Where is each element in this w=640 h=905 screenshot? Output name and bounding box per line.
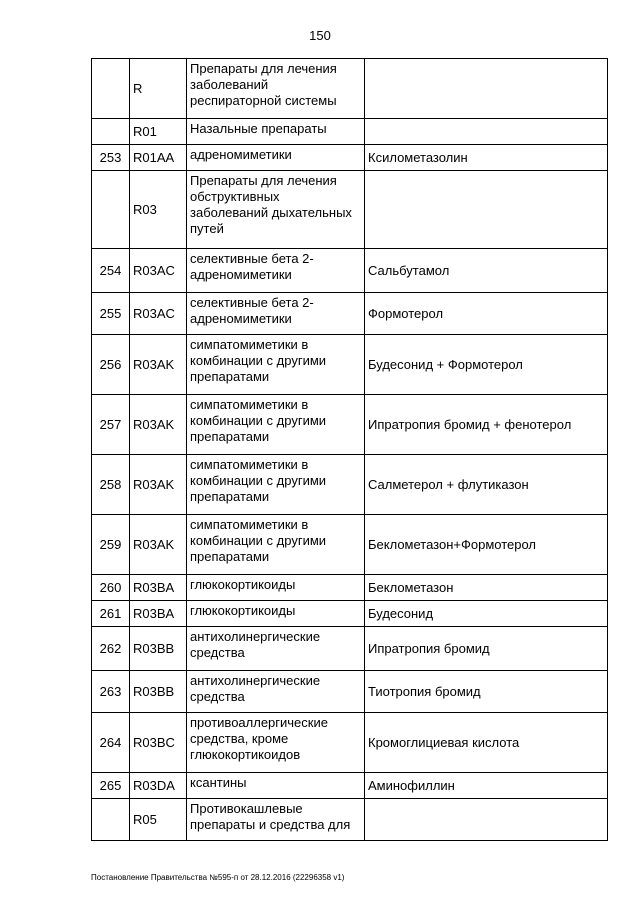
drug-group-cell: селективные бета 2-адреномиметики: [187, 293, 365, 335]
atc-code-cell: R03AK: [130, 455, 187, 515]
row-number-cell: [92, 799, 130, 841]
table-row: [92, 293, 608, 335]
drug-group-cell: симпатомиметики в комбинации с другими препаратами: [187, 395, 365, 455]
row-number-cell: 263: [92, 671, 130, 713]
drug-name-cell: Салметерол + флутиказон: [365, 455, 608, 515]
atc-code-cell: R03AK: [130, 515, 187, 575]
row-number-cell: 260: [92, 575, 130, 601]
table-row: [92, 335, 608, 395]
table-row: [92, 119, 608, 145]
table-row: [92, 59, 608, 119]
drug-group-cell: ксантины: [187, 773, 365, 799]
drug-name-cell: Ксилометазолин: [365, 145, 608, 171]
table-row: [92, 713, 608, 773]
drug-name-cell: Тиотропия бромид: [365, 671, 608, 713]
row-number-cell: [92, 119, 130, 145]
drug-name-cell: Беклометазон+Формотерол: [365, 515, 608, 575]
row-number-cell: 253: [92, 145, 130, 171]
drug-name-cell: Будесонид: [365, 601, 608, 627]
table-row: [92, 575, 608, 601]
drug-name-cell: Ипратропия бромид: [365, 627, 608, 671]
drug-group-cell: Противокашлевые препараты и средства для: [187, 799, 365, 841]
drug-name-cell: [365, 119, 608, 145]
atc-code-cell: R03AK: [130, 395, 187, 455]
drug-name-cell: Кромоглициевая кислота: [365, 713, 608, 773]
atc-code-cell: R03BA: [130, 601, 187, 627]
atc-code-cell: R01AA: [130, 145, 187, 171]
drug-group-cell: симпатомиметики в комбинации с другими препаратами: [187, 335, 365, 395]
row-number-cell: 257: [92, 395, 130, 455]
row-number-cell: 256: [92, 335, 130, 395]
table-row: [92, 671, 608, 713]
page-number: 150: [309, 28, 331, 43]
row-number-cell: 259: [92, 515, 130, 575]
row-number-cell: 265: [92, 773, 130, 799]
row-number-cell: 255: [92, 293, 130, 335]
drug-group-cell: Назальные препараты: [187, 119, 365, 145]
drug-name-cell: Будесонид + Формотерол: [365, 335, 608, 395]
drug-group-cell: адреномиметики: [187, 145, 365, 171]
atc-code-cell: R03AK: [130, 335, 187, 395]
table-row: [92, 145, 608, 171]
drug-group-cell: симпатомиметики в комбинации с другими препаратами: [187, 455, 365, 515]
table-row: [92, 249, 608, 293]
row-number-cell: 262: [92, 627, 130, 671]
drug-group-cell: глюкокортикоиды: [187, 601, 365, 627]
drug-name-cell: Сальбутамол: [365, 249, 608, 293]
table-row: [92, 455, 608, 515]
drug-group-cell: Препараты для лечения заболеваний респираторной системы: [187, 59, 365, 119]
atc-code-cell: R03AC: [130, 249, 187, 293]
drug-group-cell: глюкокортикоиды: [187, 575, 365, 601]
table-row: [92, 515, 608, 575]
table-row: [92, 627, 608, 671]
row-number-cell: [92, 171, 130, 249]
row-number-cell: 264: [92, 713, 130, 773]
table-row: [92, 799, 608, 841]
atc-code-cell: R: [130, 59, 187, 119]
drug-name-cell: Формотерол: [365, 293, 608, 335]
table-row: [92, 773, 608, 799]
drug-name-cell: [365, 799, 608, 841]
drug-name-cell: [365, 171, 608, 249]
document-footer: Постановление Правительства №595-п от 28.12.2016 (22296358 v1): [91, 873, 345, 882]
drug-name-cell: [365, 59, 608, 119]
table-row: [92, 601, 608, 627]
drug-name-cell: Ипратропия бромид + фенотерол: [365, 395, 608, 455]
atc-code-cell: R03DA: [130, 773, 187, 799]
table-row: [92, 395, 608, 455]
atc-code-cell: R05: [130, 799, 187, 841]
drug-group-cell: симпатомиметики в комбинации с другими препаратами: [187, 515, 365, 575]
drug-group-cell: селективные бета 2-адреномиметики: [187, 249, 365, 293]
atc-code-cell: R03AC: [130, 293, 187, 335]
atc-code-cell: R03BB: [130, 627, 187, 671]
row-number-cell: [92, 59, 130, 119]
drug-table: [91, 58, 608, 841]
table-row: [92, 171, 608, 249]
row-number-cell: 261: [92, 601, 130, 627]
atc-code-cell: R03BC: [130, 713, 187, 773]
drug-group-cell: Препараты для лечения обструктивных заболеваний дыхательных путей: [187, 171, 365, 249]
atc-code-cell: R03: [130, 171, 187, 249]
atc-code-cell: R03BB: [130, 671, 187, 713]
table-body: [92, 59, 608, 841]
drug-group-cell: антихолинергические средства: [187, 671, 365, 713]
atc-code-cell: R03BA: [130, 575, 187, 601]
drug-group-cell: противоаллергические средства, кроме глюкокортикоидов: [187, 713, 365, 773]
drug-group-cell: антихолинергические средства: [187, 627, 365, 671]
row-number-cell: 254: [92, 249, 130, 293]
row-number-cell: 258: [92, 455, 130, 515]
drug-name-cell: Беклометазон: [365, 575, 608, 601]
atc-code-cell: R01: [130, 119, 187, 145]
drug-name-cell: Аминофиллин: [365, 773, 608, 799]
